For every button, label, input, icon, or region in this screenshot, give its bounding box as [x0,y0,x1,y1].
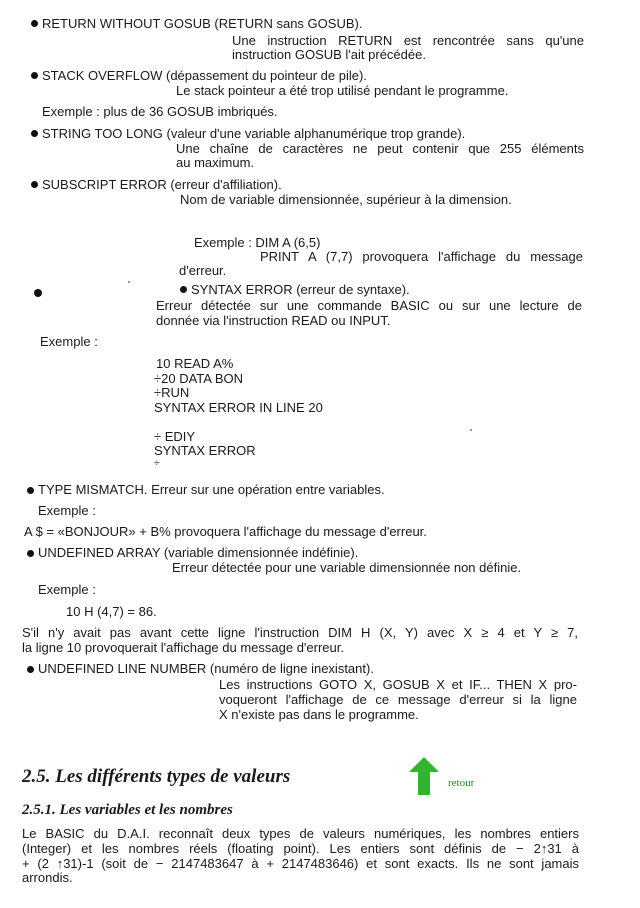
retour-link[interactable] [408,756,488,796]
undefined-array-example-label: Exemple : [38,582,96,597]
undefined-array-title: UNDEFINED ARRAY (variable dimensionnée indéfinie). [38,545,359,560]
undefined-array-para-1: S'il n'y avait pas avant cette ligne l'instruction DIM H (X, Y) avec X ≥ 4 et Y ≥ 7, [22,625,578,640]
up-arrow-icon [408,756,440,796]
body-paragraph-line: Le BASIC du D.A.I. reconnaît deux types de valeurs numériques, les nombres entiers [22,826,579,841]
undefined-array-desc-1: Erreur détectée pour une variable dimensionnée non définie. [172,560,522,575]
undefined-array-code: 10 H (4,7) = 86. [66,604,157,619]
stack-overflow-example: Exemple : plus de 36 GOSUB imbriqués. [42,104,278,119]
code-line: ÷ [154,458,160,469]
return-gosub-title: RETURN WITHOUT GOSUB (RETURN sans GOSUB). [42,16,363,31]
stack-overflow-title: STACK OVERFLOW (dépassement du pointeur de pile). [42,68,367,83]
type-mismatch-example-label: Exemple : [38,503,96,518]
body-paragraph-line: + (2 ↑31)-1 (soit de − 2147483647 à + 2147483646) et sont exacts. Ils ne sont jamais [22,856,579,871]
subscript-error-example-2: PRINT A (7,7) provoquera l'affichage du message [260,249,583,264]
undefined-line-desc-3: X n'existe pas dans le programme. [219,707,419,722]
bullet-icon [31,181,38,188]
string-too-long-title: STRING TOO LONG (valeur d'une variable alphanumérique trop grande). [42,126,466,141]
subsection-heading: 2.5.1. Les variables et les nombres [22,802,233,818]
subscript-error-example-1: Exemple : DIM A (6,5) [194,235,321,250]
undefined-line-desc-2: voqueront l'affichage de ce message d'erreur si la ligne [219,692,577,707]
body-paragraph-line: (Integer) et les nombres réels (floating point). Les entiers sont définis de − 2↑31 à [22,841,579,856]
syntax-error-desc-2: donnée via l'instruction READ ou INPUT. [156,313,391,328]
return-gosub-desc-1: Une instruction RETURN est rencontrée sans qu'une [232,33,584,48]
subscript-error-desc-1: Nom de variable dimensionnée, supérieur à la dimension. [180,192,512,207]
code-line: ÷RUN [154,385,190,400]
bullet-icon [31,72,38,79]
type-mismatch-title: TYPE MISMATCH. Erreur sur une opération entre variables. [38,482,385,497]
code-line: ÷20 DATA BON [154,371,244,386]
code-line: 10 READ A% [156,356,234,371]
string-too-long-desc-1: Une chaîne de caractères ne peut contenir que 255 éléments [176,141,584,156]
stack-overflow-desc-1: Le stack pointeur a été trop utilisé pendant le programme. [176,83,509,98]
code-line: SYNTAX ERROR IN LINE 20 [154,400,323,415]
type-mismatch-example: A $ = «BONJOUR» + B% provoquera l'affichage du message d'erreur. [24,524,427,539]
bullet-icon [180,286,187,293]
bullet-icon [27,666,34,673]
speck-mark [128,281,130,283]
syntax-error-example-label: Exemple : [40,334,98,349]
undefined-line-title: UNDEFINED LINE NUMBER (numéro de ligne inexistant). [38,661,374,676]
retour-label: retour [448,777,475,789]
code-line: ÷ EDIY [154,429,196,444]
undefined-line-desc-1: Les instructions GOTO X, GOSUB X et IF... THEN X pro- [219,677,577,692]
bullet-icon [34,289,42,297]
syntax-error-title: SYNTAX ERROR (erreur de syntaxe). [191,282,410,297]
code-line: SYNTAX ERROR [154,443,256,458]
return-gosub-desc-2: instruction GOSUB l'ait précédée. [232,47,426,62]
bullet-icon [31,130,38,137]
string-too-long-desc-2: au maximum. [176,155,255,170]
bullet-icon [31,20,38,27]
section-heading: 2.5. Les différents types de valeurs [22,766,291,787]
body-paragraph-line: arrondis. [22,870,73,885]
syntax-error-desc-1: Erreur détectée sur une commande BASIC ou sur une lecture de [156,298,582,313]
bullet-icon [27,487,34,494]
speck-mark [470,429,472,431]
subscript-error-title: SUBSCRIPT ERROR (erreur d'affiliation). [42,177,282,192]
subscript-error-example-3: d'erreur. [179,263,227,278]
undefined-array-para-2: la ligne 10 provoquerait l'affichage du message d'erreur. [22,640,344,655]
bullet-icon [27,550,34,557]
